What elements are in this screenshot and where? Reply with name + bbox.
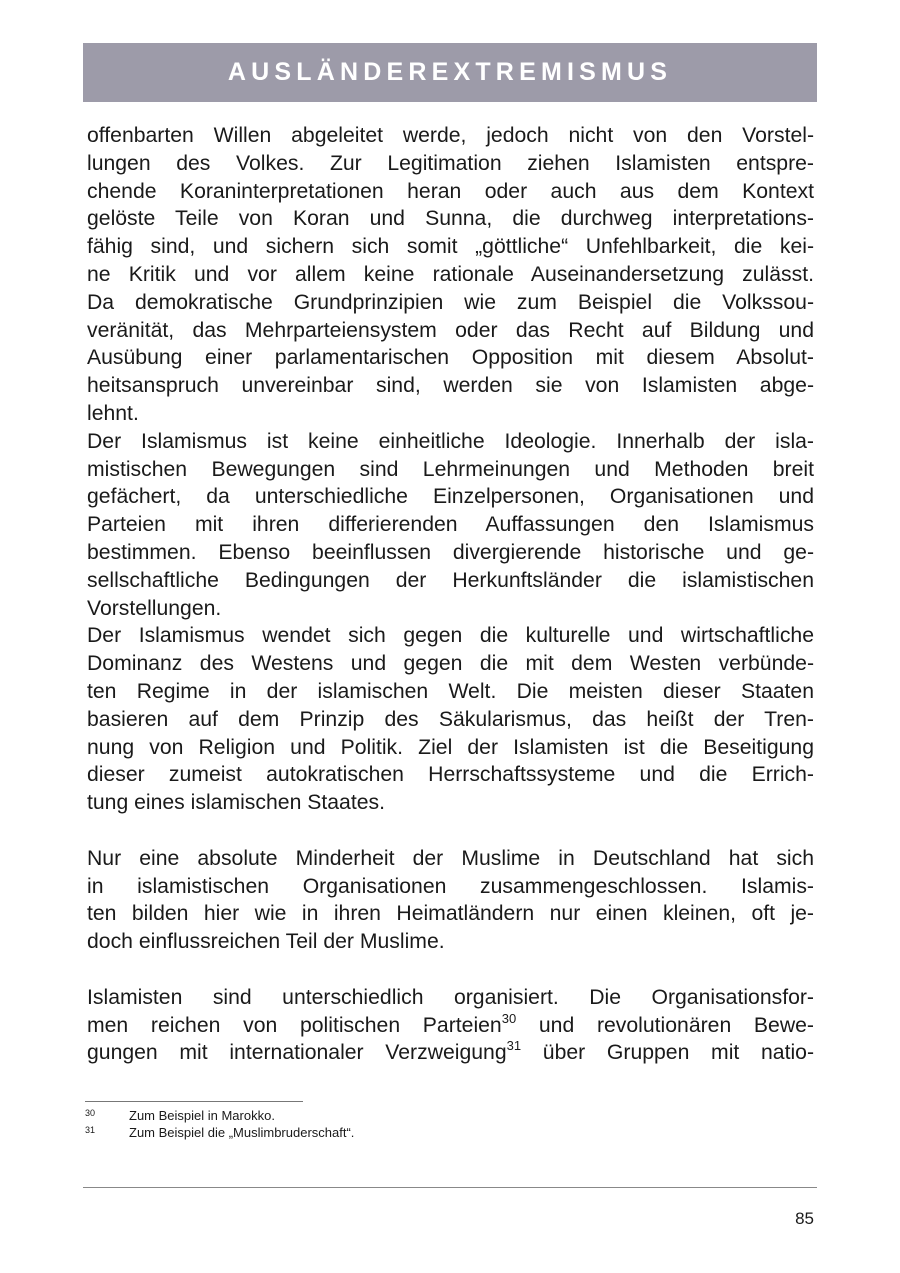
text-line: Da demokratische Grundprinzipien wie zum Beispiel die Volkssou-	[87, 290, 814, 314]
paragraph-gap	[87, 817, 814, 845]
footnote-text: Zum Beispiel in Marokko.	[129, 1108, 275, 1123]
text-line: mistischen Bewegungen sind Lehrmeinungen und Methoden breit	[87, 457, 814, 481]
footnote-ref-30[interactable]: 30	[501, 1010, 517, 1026]
line-text: und revolutionären Bewe-	[516, 1013, 814, 1037]
text-line: Islamisten sind unterschiedlich organisiert. Die Organisationsfor-	[87, 985, 814, 1009]
text-line: basieren auf dem Prinzip des Säkularismus, das heißt der Tren-	[87, 707, 814, 731]
text-line: ten Regime in der islamischen Welt. Die meisten dieser Staaten	[87, 679, 814, 703]
chapter-title: AUSLÄNDEREXTREMISMUS	[227, 58, 673, 86]
line-text: gungen mit internationaler Verzweigung	[87, 1041, 507, 1065]
text-line: lehnt.	[87, 401, 139, 425]
footnotes	[85, 1107, 354, 1141]
footnote-number: 30	[85, 1108, 96, 1118]
text-line: Ausübung einer parlamentarischen Opposition mit diesem Absolut-	[87, 346, 814, 370]
text-line: Nur eine absolute Minderheit der Muslime in Deutschland hat sich	[87, 846, 814, 870]
text-line: bestimmen. Ebenso beeinflussen divergierende historische und ge-	[87, 540, 814, 564]
footnote-ref-31[interactable]: 31	[506, 1038, 522, 1054]
paragraph-gap	[87, 956, 814, 984]
text-line: nung von Religion und Politik. Ziel der Islamisten ist die Beseitigung	[87, 735, 814, 759]
body-text	[87, 122, 814, 1067]
text-line-with-footnote	[87, 1039, 814, 1067]
text-line: Der Islamismus wendet sich gegen die kulturelle und wirtschaftliche	[87, 624, 814, 648]
text-line: Vorstellungen.	[87, 596, 222, 620]
footer-divider	[83, 1187, 817, 1188]
text-line: Parteien mit ihren differierenden Auffassungen den Islamismus	[87, 513, 814, 537]
text-line: Der Islamismus ist keine einheitliche Ideologie. Innerhalb der isla-	[87, 429, 814, 453]
footnote-divider	[85, 1101, 303, 1102]
text-line: tung eines islamischen Staates.	[87, 791, 385, 815]
text-line: gefächert, da unterschiedliche Einzelpersonen, Organisationen und	[87, 485, 814, 509]
line-text: über Gruppen mit natio-	[521, 1041, 814, 1065]
text-line: gelöste Teile von Koran und Sunna, die durchweg interpretations-	[87, 207, 814, 231]
chapter-header-band	[83, 43, 817, 102]
text-line: offenbarten Willen abgeleitet werde, jedoch nicht von den Vorstel-	[87, 124, 814, 147]
text-line: ten bilden hier wie in ihren Heimatländern nur einen kleinen, oft je-	[87, 902, 814, 926]
text-line: ne Kritik und vor allem keine rationale Auseinandersetzung zulässt.	[87, 262, 814, 286]
text-line: lungen des Volkes. Zur Legitimation ziehen Islamisten entspre-	[87, 151, 814, 175]
text-line: dieser zumeist autokratischen Herrschaftssysteme und die Errich-	[87, 763, 814, 787]
footnote-number: 31	[85, 1125, 96, 1135]
text-line: doch einflussreichen Teil der Muslime.	[87, 930, 445, 954]
footnote-text: Zum Beispiel die „Muslimbruderschaft“.	[129, 1125, 355, 1140]
text-line: chende Koraninterpretationen heran oder auch aus dem Kontext	[87, 179, 814, 203]
text-line: heitsanspruch unvereinbar sind, werden sie von Islamisten abge-	[87, 374, 814, 398]
text-line: sellschaftliche Bedingungen der Herkunftsländer die islamistischen	[87, 568, 814, 592]
text-line-with-footnote	[87, 1012, 814, 1040]
footnote-item	[85, 1107, 354, 1124]
page-number: 85	[795, 1209, 814, 1228]
text-line: in islamistischen Organisationen zusammengeschlossen. Islamis-	[87, 874, 814, 898]
text-line: veränität, das Mehrparteiensystem oder das Recht auf Bildung und	[87, 318, 814, 342]
text-line: Dominanz des Westens und gegen die mit dem Westen verbünde-	[87, 652, 814, 676]
text-line: fähig sind, und sichern sich somit „göttliche“ Unfehlbarkeit, die kei-	[87, 235, 814, 259]
line-text: men reichen von politischen Parteien	[87, 1013, 502, 1037]
footnote-item	[85, 1124, 354, 1141]
